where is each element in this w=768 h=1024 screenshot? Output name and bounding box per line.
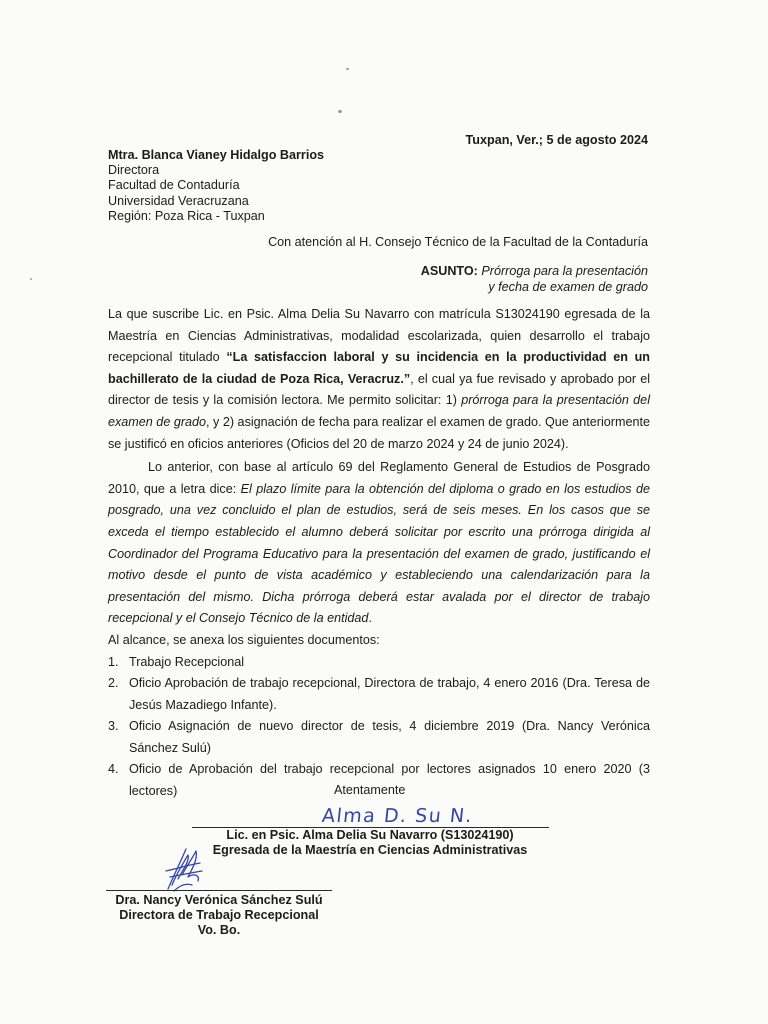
list-number: 2. — [108, 676, 119, 691]
recipient-title: Directora — [108, 163, 160, 178]
subject-line1: Prórroga para la presentación — [481, 264, 648, 278]
paragraph-regulation — [108, 457, 650, 630]
paragraph-text: Lo anterior, con base al artículo 69 del Reglamento General de Estudios de Posgrado 2010, que a letra dice: — [108, 460, 650, 496]
scan-speck — [346, 68, 349, 70]
letter-body — [108, 304, 650, 803]
list-item — [108, 673, 650, 716]
signer-role: Egresada de la Maestría en Ciencias Administrativas — [212, 843, 528, 857]
recipient-region: Región: Poza Rica - Tuxpan — [108, 208, 265, 223]
approval-mark: Vo. Bo. — [197, 923, 241, 937]
second-signer-role: Directora de Trabajo Recepcional — [119, 908, 319, 922]
paragraph-request — [108, 304, 650, 455]
recipient-name: Mtra. Blanca Vianey Hidalgo Barrios — [108, 148, 325, 162]
attachments-list — [108, 652, 650, 803]
list-number: 3. — [108, 719, 119, 734]
request-italic: prórroga para la presentación del examen de grado — [108, 393, 650, 429]
recipient-university: Universidad Veracruzana — [108, 193, 249, 208]
list-number: 4. — [108, 762, 119, 777]
paragraph-text: La que suscribe Lic. en Psic. Alma Delia Su Navarro con matrícula S13024190 egresada de la Maestría en Ciencias Administrativas, modalidad escolarizada, quien desarrollo el trabajo recepcional titulado — [108, 307, 650, 365]
list-number: 1. — [108, 654, 119, 669]
paragraph-text: , y 2) asignación de fecha para realizar el examen de grado. Que anteriormente se justificó en oficios anteriores (Oficios del 20 de marzo 2024 y 24 de junio 2024). — [108, 414, 650, 451]
closing: Atentamente — [334, 783, 406, 797]
signature-line — [106, 890, 332, 891]
list-item — [108, 652, 650, 674]
date-line: Tuxpan, Ver.; 5 de agosto 2024 — [465, 133, 648, 147]
handwritten-signature: Alma D. Su N. — [320, 805, 475, 827]
list-text: Trabajo Recepcional — [129, 654, 245, 669]
recipient-block — [108, 148, 448, 224]
subject-label: ASUNTO: — [420, 264, 478, 278]
paragraph-text: . — [368, 611, 372, 626]
list-text: Oficio Asignación de nuevo director de tesis, 4 diciembre 2019 (Dra. Nancy Verónica Sánchez Sulú) — [129, 719, 650, 755]
scribble-signature-icon — [160, 845, 210, 893]
list-text: Oficio Aprobación de trabajo recepcional, Directora de trabajo, 4 enero 2016 (Dra. Teresa de Jesús Mazadiego Infante). — [129, 676, 650, 712]
list-text: Oficio de Aprobación del trabajo recepcional por lectores asignados 10 enero 2020 (3 lectores) — [129, 762, 650, 799]
scan-speck — [338, 110, 342, 113]
attention-line: Con atención al H. Consejo Técnico de la Facultad de la Contaduría — [268, 235, 648, 249]
recipient-faculty: Facultad de Contaduría — [108, 178, 240, 193]
signer-name: Lic. en Psic. Alma Delia Su Navarro (S13024190) — [226, 828, 514, 842]
subject-line2: y fecha de examen de grado — [488, 280, 648, 294]
paragraph-text: , el cual ya fue revisado y aprobado por el director de tesis y la comisión lectora. Me permito solicitar: 1) — [108, 371, 651, 408]
subject-block — [348, 263, 648, 295]
attachments-intro: Al alcance, se anexa los siguientes documentos: — [108, 632, 380, 647]
list-item — [108, 716, 650, 759]
second-signer-block — [104, 893, 334, 938]
signer-block — [190, 828, 550, 858]
second-signer-name: Dra. Nancy Verónica Sánchez Sulú — [115, 893, 323, 907]
thesis-title: “La satisfaccion laboral y su incidencia en la productividad en un bachillerato de la ciudad de Poza Rica, Veracruz.” — [108, 350, 650, 386]
scan-speck — [30, 278, 32, 280]
regulation-quote: El plazo límite para la obtención del diploma o grado en los estudios de posgrado, una vez concluido el plan de estudios, será de seis meses. En los casos que se exceda el tiempo establecido el alumno deberá solicitar por escrito una prórroga dirigida al Coordinador del Programa Educativo para la presentación del examen de grado, justificando el motivo desde el punto de vista académico y estableciendo una calendarización para la presentación del mismo. Dicha prórroga deberá estar avalada por el director de trabajo recepcional y el Consejo Técnico de la entidad — [108, 481, 650, 626]
